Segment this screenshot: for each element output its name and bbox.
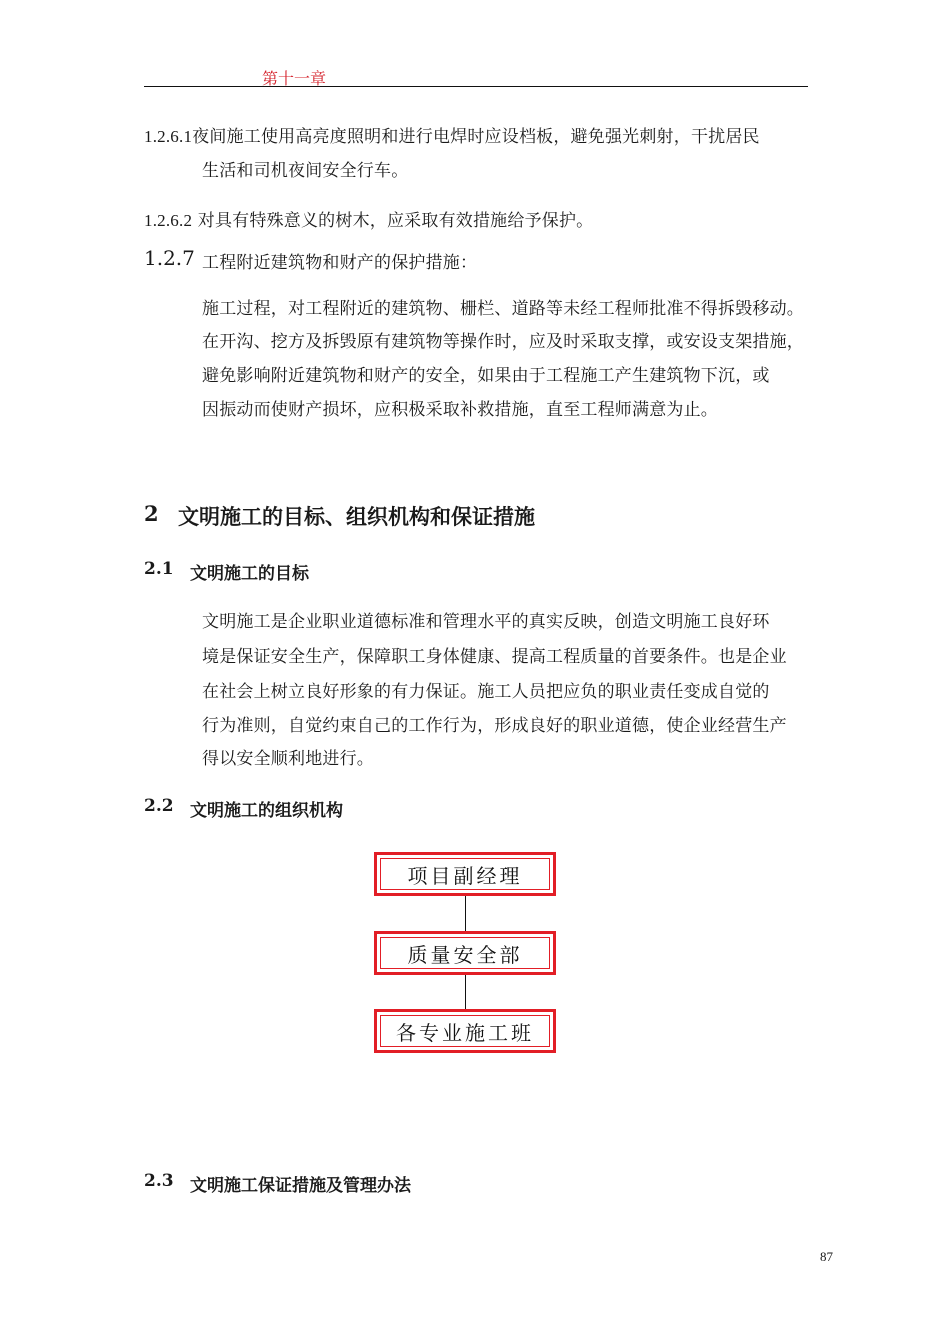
paragraph-text: 夜间施工使用高亮度照明和进行电焊时应设档板，避免强光刺射，干扰居民 bbox=[192, 127, 760, 147]
org-connector bbox=[465, 896, 466, 931]
header-rule bbox=[144, 86, 808, 87]
org-box-label: 质量安全部 bbox=[380, 937, 550, 969]
paragraph-2-1-line5: 得以安全顺利地进行。 bbox=[202, 749, 374, 769]
org-connector bbox=[465, 975, 466, 1009]
org-box-construction-teams bbox=[374, 1009, 556, 1053]
section-number: 1.2.6.1 bbox=[144, 127, 193, 146]
chapter-title: 第十一章 bbox=[262, 69, 327, 88]
paragraph-1-2-6-1-line1 bbox=[144, 122, 760, 147]
paragraph-1-2-7-line4: 因振动而使财产损坏，应积极采取补救措施，直至工程师满意为止。 bbox=[202, 400, 718, 420]
org-box-label: 各专业施工班 bbox=[380, 1015, 550, 1047]
paragraph-2-1-line2: 境是保证安全生产，保障职工身体健康、提高工程质量的首要条件。也是企业 bbox=[202, 647, 787, 667]
org-box-quality-safety bbox=[374, 931, 556, 975]
section-2-3-number: 2.3 bbox=[144, 1171, 174, 1191]
section-2-1-title: 文明施工的目标 bbox=[190, 564, 309, 584]
org-box-label: 项目副经理 bbox=[380, 858, 550, 890]
section-2-number: 2 bbox=[144, 501, 159, 526]
section-2-2-title: 文明施工的组织机构 bbox=[190, 801, 343, 821]
section-number: 1.2.6.2 bbox=[144, 211, 193, 230]
paragraph-2-1-line1: 文明施工是企业职业道德标准和管理水平的真实反映，创造文明施工良好环 bbox=[202, 612, 770, 632]
section-1-2-7-number: 1.2.7 bbox=[144, 246, 195, 270]
org-box-deputy-manager bbox=[374, 852, 556, 896]
paragraph-1-2-6-1-line2: 生活和司机夜间安全行车。 bbox=[202, 161, 409, 181]
section-2-title: 文明施工的目标、组织机构和保证措施 bbox=[178, 504, 535, 529]
paragraph-1-2-7-line3: 避免影响附近建筑物和财产的安全，如果由于工程施工产生建筑物下沉，或 bbox=[202, 366, 770, 386]
paragraph-1-2-7-line1: 施工过程，对工程附近的建筑物、栅栏、道路等未经工程师批准不得拆毁移动。 bbox=[202, 299, 804, 319]
section-1-2-7-title: 工程附近建筑物和财产的保护措施： bbox=[202, 253, 478, 273]
paragraph-1-2-6-2 bbox=[144, 206, 593, 231]
section-2-2-number: 2.2 bbox=[144, 796, 174, 816]
section-2-3-title: 文明施工保证措施及管理办法 bbox=[190, 1176, 411, 1196]
paragraph-text: 对具有特殊意义的树木，应采取有效措施给予保护。 bbox=[197, 211, 594, 231]
section-2-1-number: 2.1 bbox=[144, 559, 174, 579]
paragraph-2-1-line3: 在社会上树立良好形象的有力保证。施工人员把应负的职业责任变成自觉的 bbox=[202, 682, 770, 702]
paragraph-2-1-line4: 行为准则，自觉约束自己的工作行为，形成良好的职业道德，使企业经营生产 bbox=[202, 716, 787, 736]
paragraph-1-2-7-line2: 在开沟、挖方及拆毁原有建筑物等操作时，应及时采取支撑，或安设支架措施， bbox=[202, 332, 804, 352]
page-number: 87 bbox=[820, 1249, 833, 1264]
